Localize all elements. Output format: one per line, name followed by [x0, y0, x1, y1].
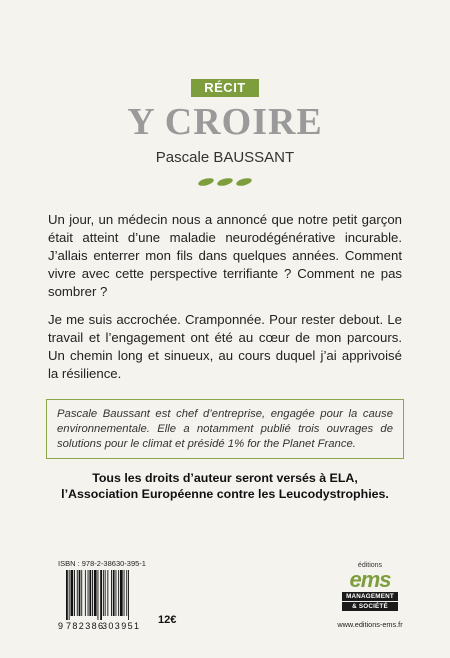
publisher-logo: ems	[349, 567, 391, 592]
barcode-bar	[98, 570, 99, 620]
barcode-bar	[88, 570, 89, 616]
summary-paragraph-2: Je me suis accrochée. Cramponnée. Pour rester debout. Le travail et l’engagement ont été au cœur de mon parcours. Un chemin long et sinueux, au cours duquel j’ai apprivoisé la résilience.	[48, 312, 402, 381]
author-bio-box	[46, 399, 404, 459]
rights-line-1: Tous les droits d’auteur seront versés à ELA,	[92, 471, 358, 485]
book-title: Y CROIRE	[127, 101, 323, 143]
rights-notice	[0, 470, 450, 502]
author-name: Pascale BAUSSANT	[155, 149, 295, 166]
barcode-bar	[111, 570, 112, 616]
author-bio-text: Pascale Baussant est chef d’entreprise, engagée pour la cause environnementale. Elle a notamment publié trois ouvrages de solutions pour le climat et présidé 1% for the Planet France.	[57, 408, 393, 451]
barcode-bar	[69, 570, 70, 620]
barcode-bar	[126, 570, 127, 616]
summary-paragraph-1: Un jour, un médecin nous a annoncé que notre petit garçon était atteint d’une maladie neurodégénérative incurable. J’allais enterrer mon fils dans quelques années. Comment vivre avec cette perspective terrifiante ? Comment ne pas sombrer ?	[48, 212, 402, 299]
barcode-bar	[66, 570, 68, 620]
barcode-bar	[107, 570, 108, 616]
barcode-bar	[103, 570, 104, 616]
publisher-line-1: MANAGEMENT	[342, 592, 398, 601]
barcode-bar	[120, 570, 123, 616]
barcode-bar	[77, 570, 78, 616]
barcode-bar	[94, 570, 97, 616]
isbn-label: ISBN : 978-2-38630-395-1	[58, 559, 146, 568]
barcode-bar	[100, 570, 102, 620]
barcode-bar	[124, 570, 125, 616]
publisher-website: www.editions-ems.fr	[337, 620, 403, 629]
barcode-bar	[89, 570, 91, 616]
rights-line-2: l’Association Européenne contre les Leucodystrophies.	[61, 487, 389, 501]
barcode-bar	[79, 570, 81, 616]
barcode-bar	[113, 570, 115, 616]
barcode-digit-first: 9	[58, 621, 64, 631]
genre-badge: RÉCIT	[191, 79, 259, 97]
barcode-bar	[71, 570, 74, 616]
barcode-bar	[118, 570, 119, 616]
barcode-bar	[81, 570, 82, 616]
barcode-bar	[116, 570, 117, 616]
barcode-bar	[105, 570, 106, 616]
publisher-editions-label: éditions	[357, 562, 383, 569]
barcode-digits-group-2: 303951	[102, 621, 141, 631]
barcode-icon	[58, 570, 150, 620]
leaf-ornament-icon	[0, 176, 450, 188]
barcode-bar	[128, 570, 129, 620]
publisher-line-2: & SOCIÉTÉ	[342, 602, 398, 611]
summary-text	[48, 211, 402, 393]
barcode-bar	[74, 570, 75, 616]
barcode-bar	[92, 570, 93, 616]
barcode-bar	[85, 570, 86, 616]
barcode-digits-group-1: 782386	[66, 621, 105, 631]
price-label: 12€	[158, 614, 177, 626]
